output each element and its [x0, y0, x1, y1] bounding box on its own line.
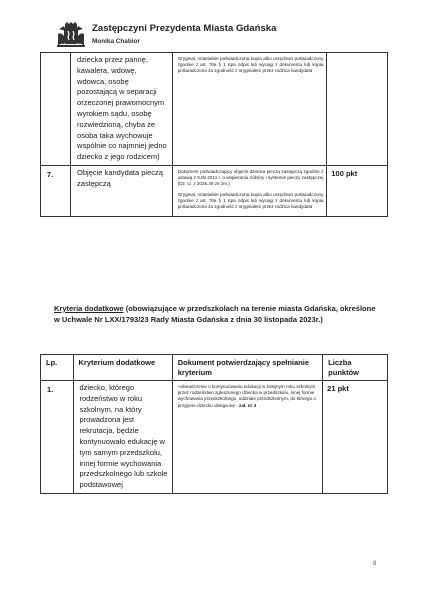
header-points: Liczba punktów [323, 355, 388, 381]
lp-cell [41, 53, 71, 166]
points-cell: 21 pkt [323, 381, 388, 494]
criterion-cell: Objęcie kandydata pieczą zastępczą [71, 165, 173, 216]
page-number: 8 [373, 561, 377, 567]
gdansk-coat-of-arms-logo [56, 22, 86, 48]
table-row [41, 165, 388, 216]
criterion-cell: dziecka przez pannę, kawalera, wdowę, wdowca, osobę pozostającą w separacji orzeczonej prawomocnym wyrokiem sądu, osobę rozwiedzioną, chyba że osoba taka wychowuje wspólnie co najmniej jedno dziecko z jego rodzicem) [71, 53, 173, 166]
document-text: Oryginał, notarialnie poświadczona kopia albo urzędowo poświadczony zgodnie z art. 76a § 1 Kpa odpis lub wyciąg z dokumentu lub kopia poświadczona za zgodność z oryginałem przez rodzica kandydata [177, 191, 324, 209]
attachment-reference: zał. nr 3 [239, 402, 257, 408]
section-heading [54, 303, 376, 325]
header-name: Monika Chabior [92, 38, 140, 45]
document-text: Oryginał, notarialnie poświadczona kopia albo urzędowo poświadczony zgodnie z art. 76a § 1 Kpa odpis lub wyciąg z dokumentu lub kopia poświadczona za zgodność z oryginałem przez rodzica kandydata [177, 56, 324, 74]
header-document: Dokument potwierdzający spełnianie kryterium [172, 355, 322, 381]
section-heading-underlined: Kryteria dodatkowe [54, 304, 124, 313]
criterion-cell: dziecko, którego rodzeństwo w roku szkolnym, na który prowadzona jest rekrutacja, będzie kontynuowało edukację w tym samym przedszkolu, innej formie wychowania przedszkolnego lub szkole podstawowej [73, 381, 172, 494]
document-text: Dokument poświadczający objęcie dziecka pieczą zastępczą zgodnie z ustawą z 9.06.2011 r. o wspieraniu rodziny i systemie pieczy zastępczej (Dz. U. z 2025.49 ze zm.) [177, 168, 324, 187]
document-cell [172, 53, 327, 166]
lp-cell: 1. [41, 381, 74, 494]
header-criterion: Kryterium dodatkowe [73, 355, 172, 381]
table-row [41, 53, 388, 166]
additional-criteria-table [40, 354, 388, 494]
points-cell [327, 53, 388, 166]
header-title: Zastępczyni Prezydenta Miasta Gdańska [92, 23, 277, 34]
table-header-row [41, 355, 388, 381]
section-heading-text: (obowiązujące w przedszkolach na terenie miasta Gdańska, określone w Uchwale Nr LXX/1793/23 Rady Miasta Gdańska z dnia 30 listopada 2023r.) [54, 304, 376, 324]
criteria-table-top [40, 52, 388, 217]
document-cell [172, 165, 327, 216]
document-cell [172, 381, 322, 494]
lp-cell: 7. [41, 165, 71, 216]
table-row [41, 381, 388, 494]
document-text: -oświadczenie o kontynuowaniu edukacji w kolejnym roku szkolnym przez rodzeństwo zgłoszonego dziecka w przedszkolu, innej formie wychowania przedszkolnego, oddziale przedszkolnym, do którego o przyjęcie dziecko ubiega się - [177, 384, 316, 408]
points-cell: 100 pkt [327, 165, 388, 216]
header-lp: Lp. [41, 355, 74, 381]
